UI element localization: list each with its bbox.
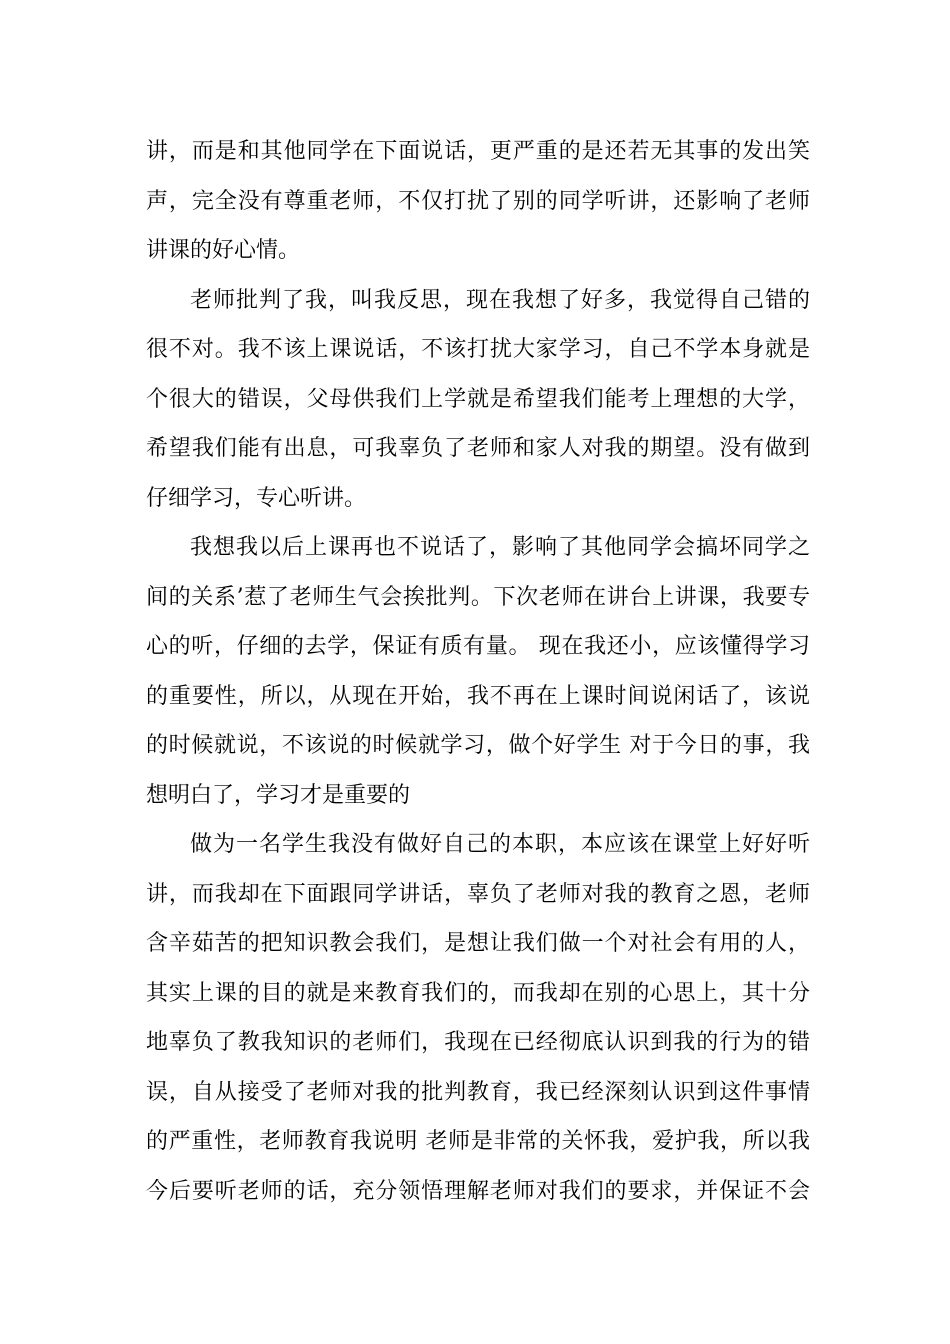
paragraph-first-line: 我想我以后上课再也不说话了，影响了其他同学会搞坏同学之 bbox=[190, 535, 810, 560]
paragraph-first-line: 老师批判了我，叫我反思，现在我想了好多，我觉得自己错的 bbox=[190, 287, 810, 313]
text-line: 间的关系’惹了老师生气会挨批判。下次老师在讲台上讲课，我要专 bbox=[146, 584, 810, 610]
text-line: 心的听，仔细的去学，保证有质有量。 现在我还小，应该懂得学习 bbox=[146, 634, 810, 659]
text-line: 仔细学习，专心听讲。 bbox=[146, 485, 367, 511]
text-line: 声，完全没有尊重老师，不仅打扰了别的同学听讲，还影响了老师 bbox=[146, 188, 810, 214]
text-line: 含辛茹苦的把知识教会我们，是想让我们做一个对社会有用的人， bbox=[146, 931, 810, 956]
paragraph-first-line: 做为一名学生我没有做好自己的本职，本应该在课堂上好好听 bbox=[190, 832, 810, 857]
text-line: 讲，而我却在下面跟同学讲话，辜负了老师对我的教育之恩，老师 bbox=[146, 881, 810, 907]
text-line: 想明白了，学习才是重要的 bbox=[146, 782, 411, 808]
text-line: 地辜负了教我知识的老师们，我现在已经彻底认识到我的行为的错 bbox=[146, 1030, 810, 1055]
document-body bbox=[146, 127, 810, 1216]
text-line: 的重要性，所以，从现在开始，我不再在上课时间说闲话了，该说 bbox=[146, 683, 810, 709]
text-line: 其实上课的目的就是来教育我们的，而我却在别的心思上，其十分 bbox=[146, 980, 810, 1006]
text-line: 很不对。我不该上课说话，不该打扰大家学习，自己不学本身就是 bbox=[146, 337, 810, 362]
text-line: 今后要听老师的话，充分领悟理解老师对我们的要求，并保证不会 bbox=[146, 1178, 810, 1204]
text-line: 的严重性，老师教育我说明 老师是非常的关怀我，爱护我，所以我 bbox=[146, 1129, 810, 1154]
text-line: 个很大的错误，父母供我们上学就是希望我们能考上理想的大学， bbox=[146, 386, 810, 412]
text-line: 的时候就说，不该说的时候就学习，做个好学生 对于今日的事，我 bbox=[146, 733, 810, 758]
text-line: 讲，而是和其他同学在下面说话，更严重的是还若无其事的发出笑 bbox=[146, 139, 810, 164]
text-line: 讲课的好心情。 bbox=[146, 238, 301, 263]
text-line: 误，自从接受了老师对我的批判教育，我已经深刻认识到这件事情 bbox=[146, 1079, 810, 1105]
text-line: 希望我们能有出息，可我辜负了老师和家人对我的期望。没有做到 bbox=[146, 436, 810, 461]
